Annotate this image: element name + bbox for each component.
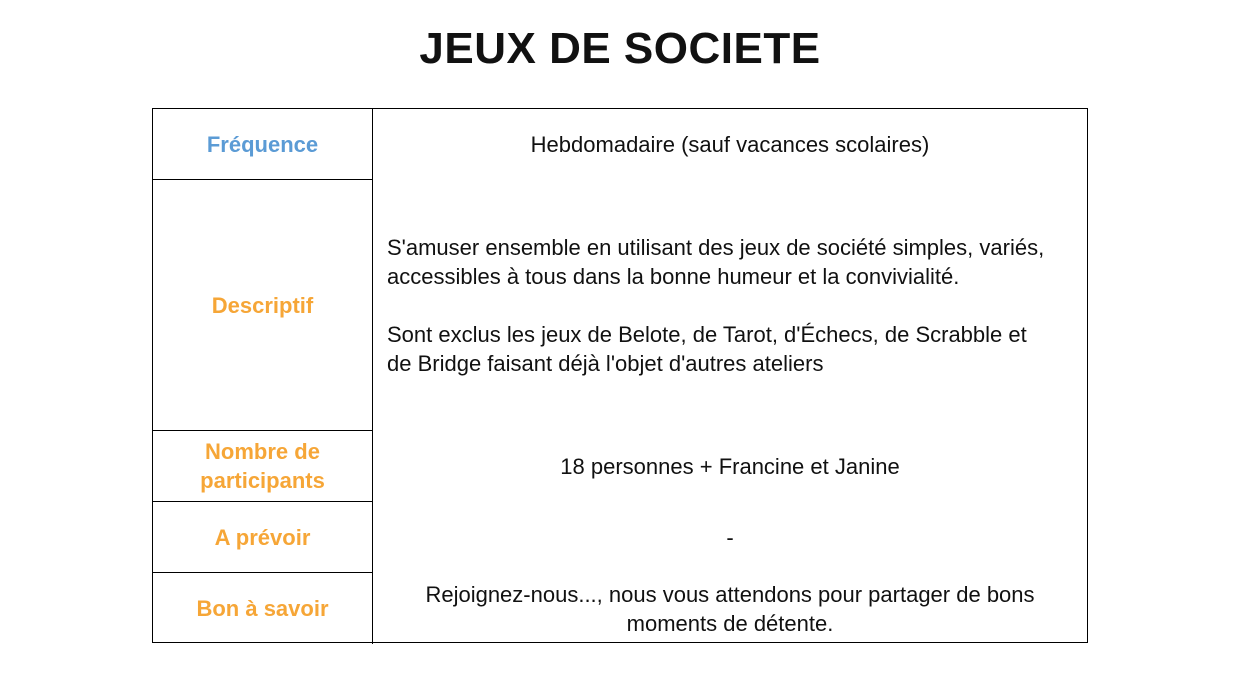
- row-bon-a-savoir-value: Rejoignez-nous..., nous vous attendons pour partager de bons moments de détente.: [425, 581, 1035, 636]
- row-participants-value: 18 personnes + Francine et Janine: [560, 454, 900, 479]
- row-a-prevoir-label: A prévoir: [153, 502, 373, 573]
- activity-info-table: [152, 108, 1088, 643]
- row-frequence-label: Fréquence: [153, 109, 373, 180]
- row-frequence-value: Hebdomadaire (sauf vacances scolaires): [530, 132, 930, 157]
- row-descriptif-label: Descriptif: [153, 180, 373, 431]
- row-a-prevoir-value: -: [726, 525, 734, 550]
- row-descriptif-value: [373, 180, 1087, 431]
- descriptif-paragraph-1: S'amuser ensemble en utilisant des jeux de société simples, variés, accessibles à tous dans la bonne humeur et la convivialité.: [387, 235, 1045, 289]
- descriptif-paragraph-2: Sont exclus les jeux de Belote, de Tarot, d'Échecs, de Scrabble et de Bridge faisant déjà l'objet d'autres ateliers: [387, 322, 1027, 376]
- row-participants-label: Nombre de participants: [153, 431, 373, 502]
- row-bon-a-savoir-label: Bon à savoir: [153, 573, 373, 644]
- page-title: JEUX DE SOCIETE: [419, 24, 821, 73]
